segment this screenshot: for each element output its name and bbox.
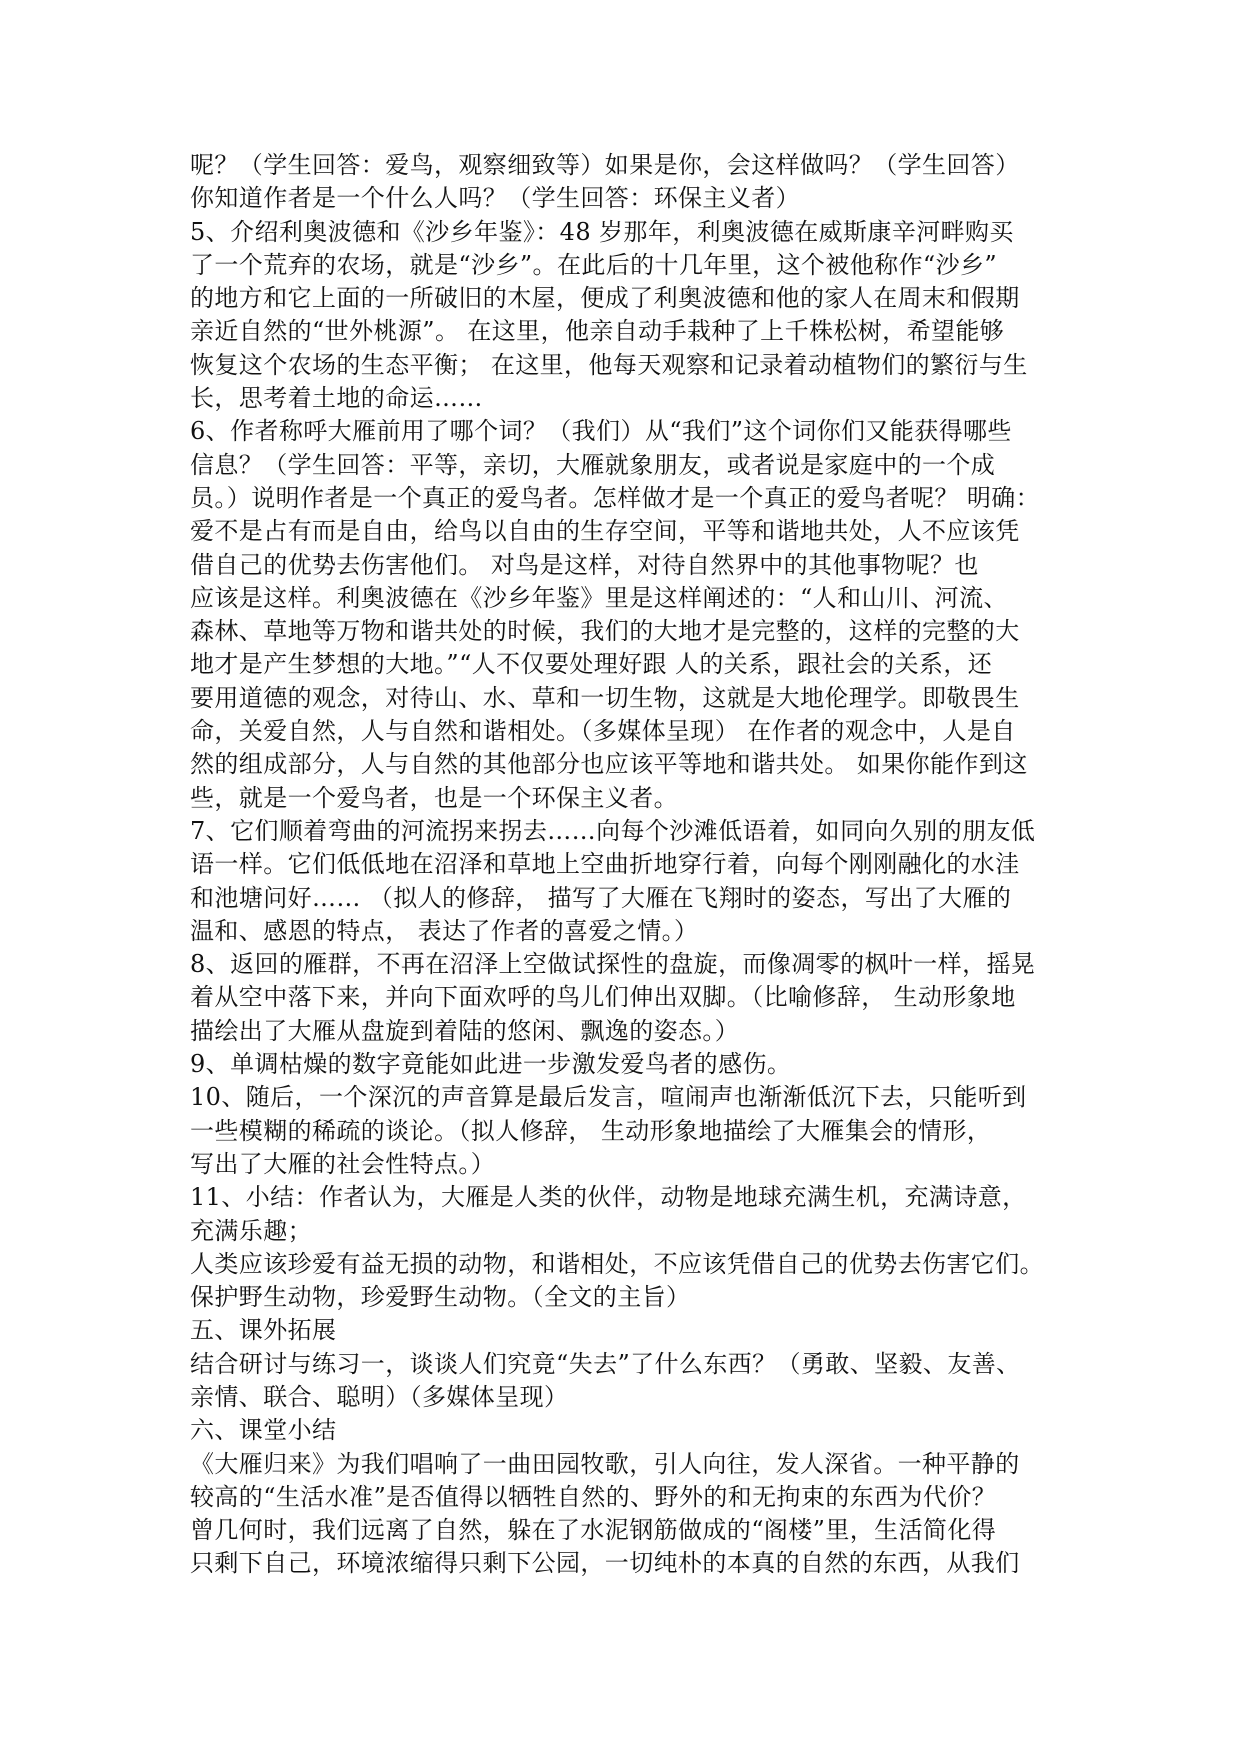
text-line: 温和、感恩的特点， 表达了作者的喜爱之情。） bbox=[190, 916, 699, 945]
text-line: 6、作者称呼大雁前用了哪个词？（我们）从“我们”这个词你们又能获得哪些 bbox=[190, 417, 1012, 446]
section-heading: 六、课堂小结 bbox=[190, 1416, 337, 1445]
text-line: 充满乐趣； bbox=[190, 1216, 312, 1245]
text-line: 描绘出了大雁从盘旋到着陆的悠闲、飘逸的姿态。） bbox=[190, 1016, 740, 1045]
text-line: 些，就是一个爱鸟者，也是一个环保主义者。 bbox=[190, 783, 678, 812]
text-line: 借自己的优势去伤害他们。 对鸟是这样，对待自然界中的其他事物呢？也 bbox=[190, 550, 979, 579]
text-line: 9、单调枯燥的数字竟能如此进一步激发爱鸟者的感伤。 bbox=[190, 1050, 792, 1079]
text-line: 11、小结：作者认为，大雁是人类的伙伴，动物是地球充满生机，充满诗意， bbox=[190, 1183, 1027, 1212]
text-line: 命，关爱自然，人与自然和谐相处。（多媒体呈现） 在作者的观念中，人是自 bbox=[190, 717, 1016, 746]
text-line: 爱不是占有而是自由，给鸟以自由的生存空间，平等和谐地共处，人不应该凭 bbox=[190, 517, 1020, 546]
text-line: 保护野生动物，珍爱野生动物。（全文的主旨） bbox=[190, 1283, 691, 1312]
text-line: 只剩下自己，环境浓缩得只剩下公园，一切纯朴的本真的自然的东西，从我们 bbox=[190, 1549, 1020, 1578]
text-line: 应该是这样。利奥波德在《沙乡年鉴》里是这样阐述的：“人和山川、河流、 bbox=[190, 583, 1008, 612]
text-line: 5、介绍利奥波德和《沙乡年鉴》：48 岁那年，利奥波德在威斯康辛河畔购买 bbox=[190, 217, 1014, 246]
text-line: 恢复这个农场的生态平衡； 在这里，他每天观察和记录着动植物们的繁衍与生 bbox=[190, 350, 1028, 379]
text-line: 信息？（学生回答：平等，亲切，大雁就象朋友，或者说是家庭中的一个成 bbox=[190, 450, 996, 479]
body-text bbox=[190, 149, 1070, 1581]
text-line: 一些模糊的稀疏的谈论。（拟人修辞， 生动形象地描绘了大雁集会的情形， bbox=[190, 1116, 992, 1145]
text-line: 写出了大雁的社会性特点。） bbox=[190, 1149, 496, 1178]
text-line: 然的组成部分，人与自然的其他部分也应该平等地和谐共处。 如果你能作到这 bbox=[190, 750, 1028, 779]
text-line: 呢？（学生回答：爱鸟，观察细致等）如果是你，会这样做吗？（学生回答） bbox=[190, 151, 1020, 179]
text-line: 的地方和它上面的一所破旧的木屋，便成了利奥波德和他的家人在周末和假期 bbox=[190, 284, 1020, 313]
text-line: 地才是产生梦想的大地。”“人不仅要处理好跟 人的关系，跟社会的关系，还 bbox=[190, 650, 993, 679]
text-line: 10、随后，一个深沉的声音算是最后发言，喧闹声也渐渐低沉下去，只能听到 bbox=[190, 1083, 1027, 1112]
text-line: 着从空中落下来，并向下面欢呼的鸟儿们伸出双脚。（比喻修辞， 生动形象地 bbox=[190, 983, 1016, 1012]
text-line: 和池塘问好…… （拟人的修辞， 描写了大雁在飞翔时的姿态，写出了大雁的 bbox=[190, 883, 1012, 912]
text-line: 8、返回的雁群，不再在沼泽上空做试探性的盘旋，而像凋零的枫叶一样，摇晃 bbox=[190, 950, 1036, 979]
text-line: 语一样。它们低低地在沼泽和草地上空曲折地穿行着，向每个刚刚融化的水洼 bbox=[190, 850, 1020, 879]
text-line: 较高的“生活水准”是否值得以牺牲自然的、野外的和无拘束的东西为代价？ bbox=[190, 1482, 997, 1511]
text-line: 员。）说明作者是一个真正的爱鸟者。怎样做才是一个真正的爱鸟者呢？ 明确： bbox=[190, 483, 1041, 512]
text-line: 结合研讨与练习一，谈谈人们究竟“失去”了什么东西？（勇敢、坚毅、友善、 bbox=[190, 1349, 1021, 1378]
section-heading: 五、课外拓展 bbox=[190, 1316, 337, 1345]
text-line: 7、它们顺着弯曲的河流拐来拐去……向每个沙滩低语着，如同向久别的朋友低 bbox=[190, 816, 1036, 845]
text-line: 森林、草地等万物和谐共处的时候，我们的大地才是完整的，这样的完整的大 bbox=[190, 617, 1020, 646]
text-line: 要用道德的观念，对待山、水、草和一切生物，这就是大地伦理学。即敬畏生 bbox=[190, 683, 1020, 712]
text-line: 人类应该珍爱有益无损的动物，和谐相处，不应该凭借自己的优势去伤害它们。 bbox=[190, 1249, 1044, 1278]
text-line: 亲情、联合、聪明）（多媒体呈现） bbox=[190, 1382, 569, 1411]
text-line: 曾几何时，我们远离了自然，躲在了水泥钢筋做成的“阁楼”里，生活简化得 bbox=[190, 1516, 997, 1545]
text-line: 了一个荒弃的农场，就是“沙乡”。在此后的十几年里，这个被他称作“沙乡” bbox=[190, 250, 998, 279]
text-line: 亲近自然的“世外桃源”。 在这里，他亲自动手栽种了上千株松树，希望能够 bbox=[190, 317, 1005, 346]
text-line: 《大雁归来》为我们唱响了一曲田园牧歌，引人向往，发人深省。一种平静的 bbox=[190, 1449, 1020, 1478]
text-line: 长，思考着土地的命运…… bbox=[190, 384, 483, 413]
text-line: 你知道作者是一个什么人吗？（学生回答：环保主义者） bbox=[190, 184, 800, 213]
